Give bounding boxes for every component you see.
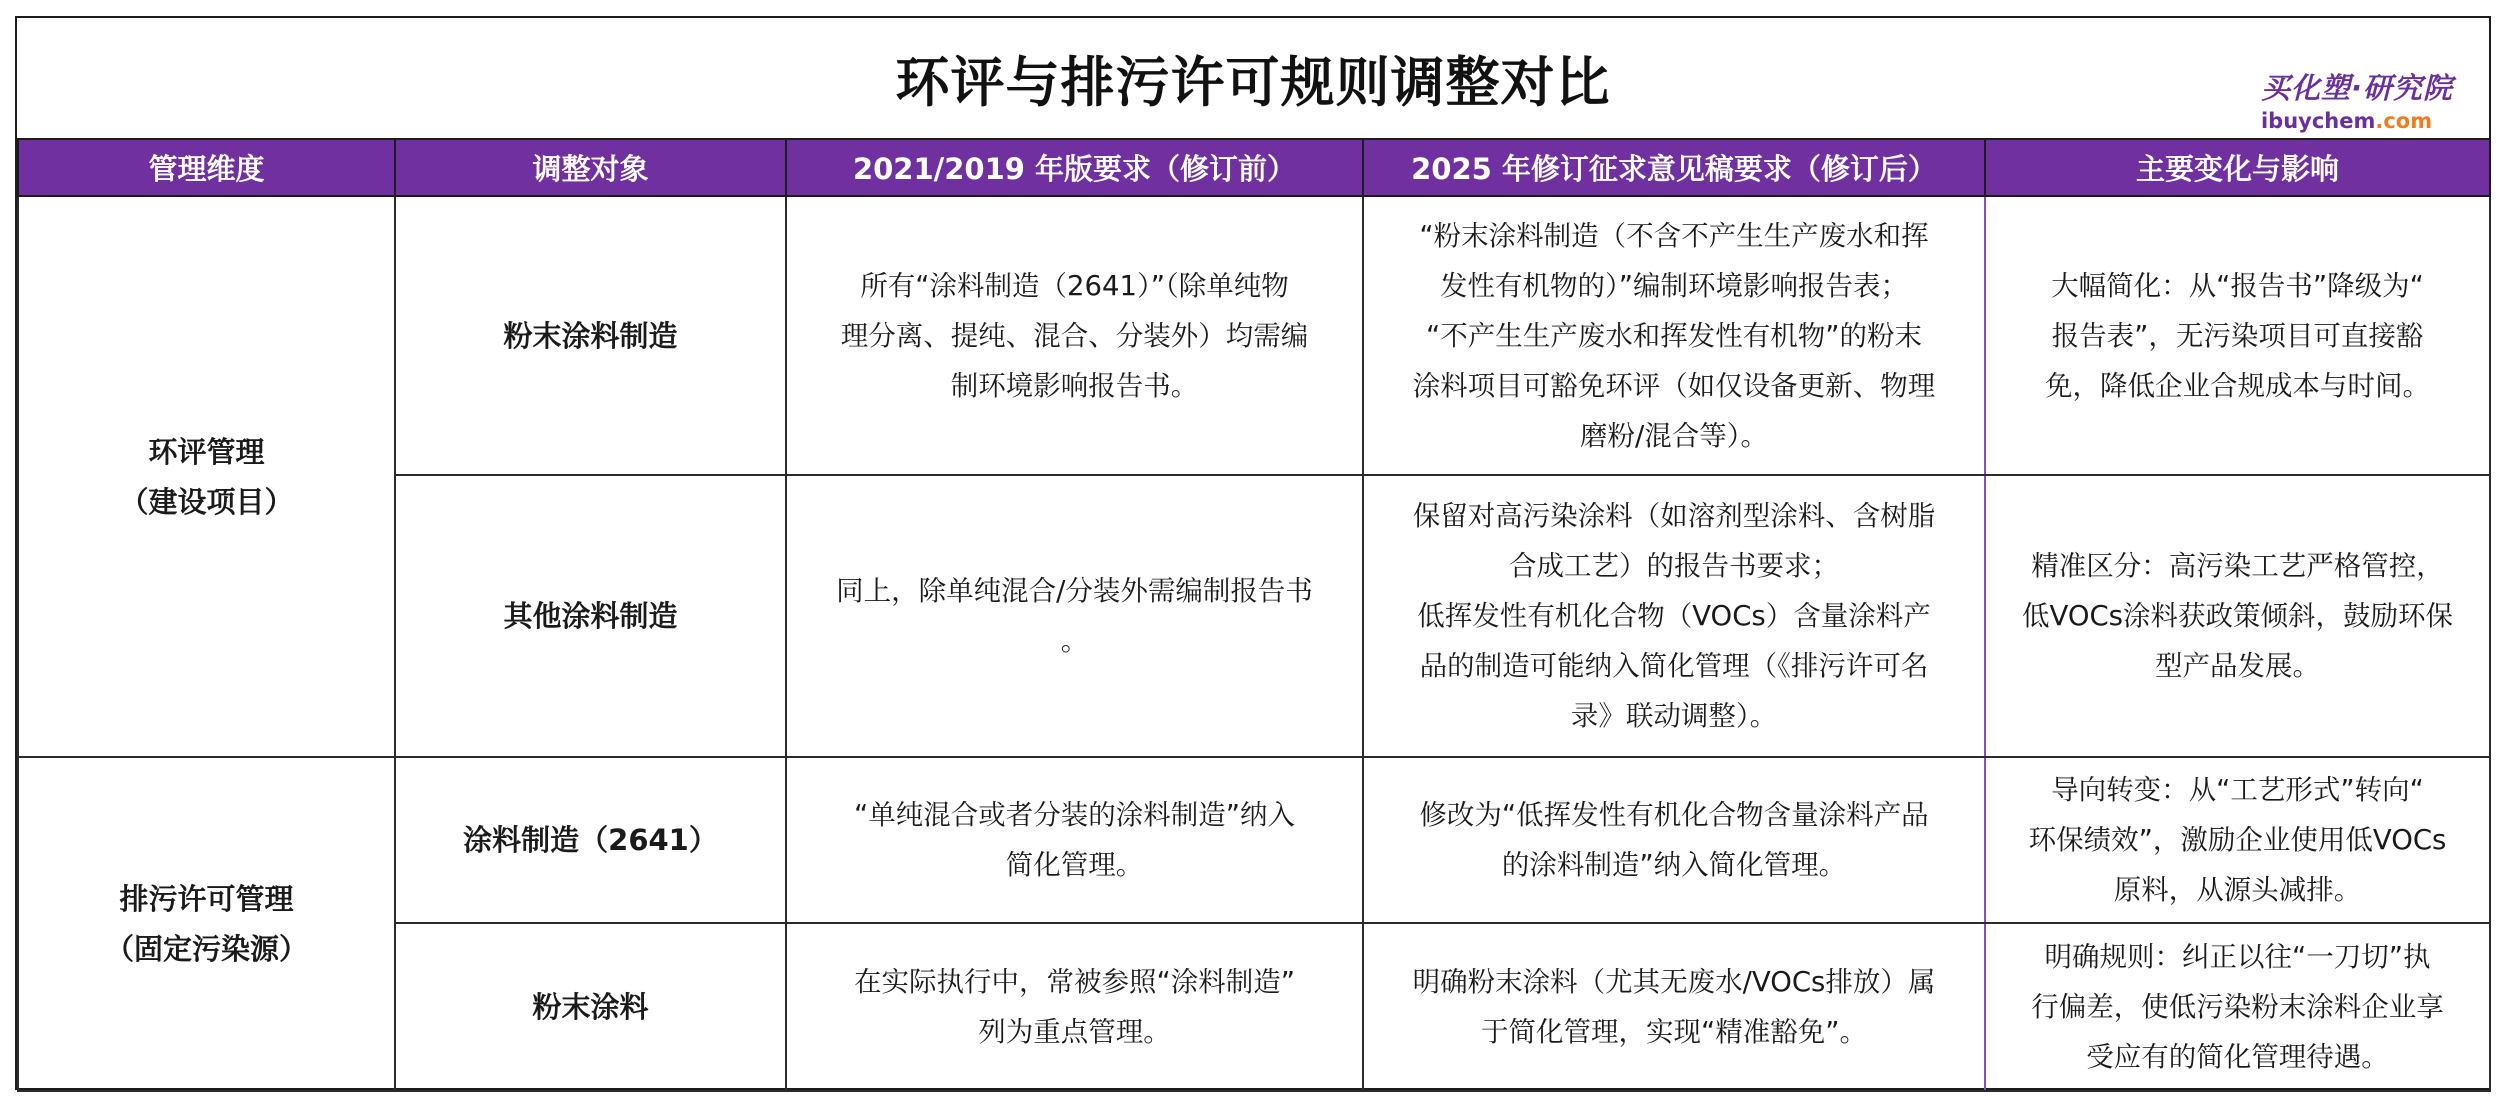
- before-cell: 同上，除单纯混合/分装外需编制报告书 。: [786, 475, 1363, 757]
- before-cell: 在实际执行中，常被参照“涂料制造” 列为重点管理。: [786, 923, 1363, 1091]
- header-impact: 主要变化与影响: [1985, 139, 2490, 196]
- logo-sub-text: [2261, 109, 2453, 133]
- header-row: [18, 139, 2490, 196]
- page-title: 环评与排污许可规则调整对比: [895, 50, 1611, 114]
- logo-main-text: 买化塑·研究院: [2260, 71, 2453, 105]
- before-cell: 所有“涂料制造（2641）”（除单纯物 理分离、提纯、混合、分装外）均需编 制环境影响报告书。: [786, 196, 1363, 475]
- dimension-cell-eia: 环评管理 （建设项目）: [18, 196, 395, 757]
- impact-cell: 导向转变：从“工艺形式”转向“ 环保绩效”，激励企业使用低VOCs 原料，从源头减排。: [1985, 757, 2490, 923]
- header-object: 调整对象: [395, 139, 786, 196]
- dimension-cell-permit: 排污许可管理 （固定污染源）: [18, 757, 395, 1091]
- object-cell: 粉末涂料: [395, 923, 786, 1091]
- table-frame: [15, 16, 2491, 1090]
- after-cell: “粉末涂料制造（不含不产生生产废水和挥 发性有机物的）”编制环境影响报告表； “不产生生产废水和挥发性有机物”的粉末 涂料项目可豁免环评（如仅设备更新、物理 磨粉/混合等）。: [1363, 196, 1985, 475]
- comparison-table: [17, 138, 2491, 1092]
- logo: [2261, 66, 2453, 133]
- after-cell: 保留对高污染涂料（如溶剂型涂料、含树脂 合成工艺）的报告书要求； 低挥发性有机化合物（VOCs）含量涂料产 品的制造可能纳入简化管理（《排污许可名 录》联动调整）。: [1363, 475, 1985, 757]
- before-cell: “单纯混合或者分装的涂料制造”纳入 简化管理。: [786, 757, 1363, 923]
- after-cell: 修改为“低挥发性有机化合物含量涂料产品 的涂料制造”纳入简化管理。: [1363, 757, 1985, 923]
- object-cell: 涂料制造（2641）: [395, 757, 786, 923]
- object-cell: 粉末涂料制造: [395, 196, 786, 475]
- table-row: [18, 757, 2490, 923]
- table-row: [18, 196, 2490, 475]
- header-before: 2021/2019 年版要求（修订前）: [786, 139, 1363, 196]
- header-after: 2025 年修订征求意见稿要求（修订后）: [1363, 139, 1985, 196]
- after-cell: 明确粉末涂料（尤其无废水/VOCs排放）属 于简化管理，实现“精准豁免”。: [1363, 923, 1985, 1091]
- impact-cell: 明确规则：纠正以往“一刀切”执 行偏差，使低污染粉末涂料企业享 受应有的简化管理待遇。: [1985, 923, 2490, 1091]
- impact-cell: 精准区分：高污染工艺严格管控， 低VOCs涂料获政策倾斜，鼓励环保 型产品发展。: [1985, 475, 2490, 757]
- logo-sub-suffix: .com: [2375, 109, 2433, 133]
- header-dimension: 管理维度: [18, 139, 395, 196]
- impact-cell: 大幅简化：从“报告书”降级为“ 报告表”，无污染项目可直接豁 免，降低企业合规成本与时间。: [1985, 196, 2490, 475]
- object-cell: 其他涂料制造: [395, 475, 786, 757]
- logo-sub-prefix: ibuychem: [2260, 109, 2376, 133]
